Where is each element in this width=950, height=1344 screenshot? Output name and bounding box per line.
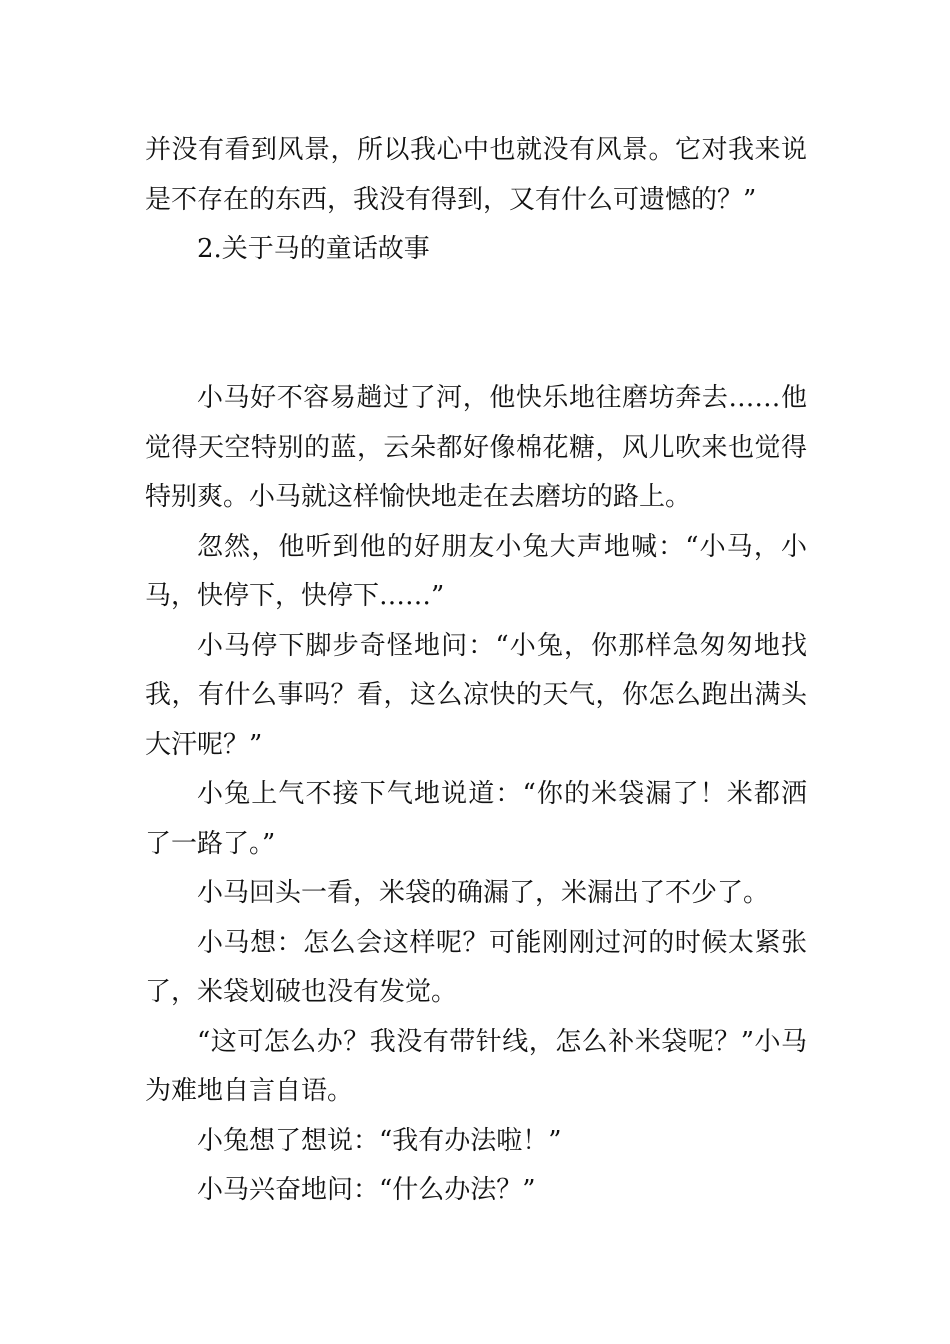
section-heading: 2.关于马的童话故事 [197,234,430,264]
story-paragraph: 小马想：怎么会这样呢？可能刚刚过河的时候太紧张了，米袋划破也没有发觉。 [145,927,807,1007]
story-paragraph: “这可怎么办？我没有带针线，怎么补米袋呢？”小马为难地自言自语。 [145,1026,807,1106]
story-paragraph: 忽然，他听到他的好朋友小兔大声地喊：“小马，小马，快停下，快停下……” [145,531,807,611]
story-paragraph: 小马好不容易趟过了河，他快乐地往磨坊奔去……他觉得天空特别的蓝，云朵都好像棉花糖，风儿吹来也觉得特别爽。小马就这样愉快地走在去磨坊的路上。 [145,383,807,512]
story-paragraph: 小马兴奋地问：“什么办法？” [197,1175,536,1205]
story-paragraph: 小兔想了想说：“我有办法啦！” [197,1125,562,1156]
story-paragraph: 小兔上气不接下气地说道：“你的米袋漏了！米都洒了一路了。” [145,779,807,859]
story-paragraph: 小马停下脚步奇怪地问：“小兔，你那样急匆匆地找我，有什么事吗？看，这么凉快的天气，你怎么跑出满头大汗呢？” [145,630,807,760]
top-text-block [145,126,807,275]
continuation-paragraph: 并没有看到风景，所以我心中也就没有风景。它对我来说是不存在的东西，我没有得到，又有什么可遗憾的？” [145,135,807,215]
story-paragraph: 小马回头一看，米袋的确漏了，米漏出了不少了。 [197,878,770,908]
story-text-block [145,374,807,1216]
